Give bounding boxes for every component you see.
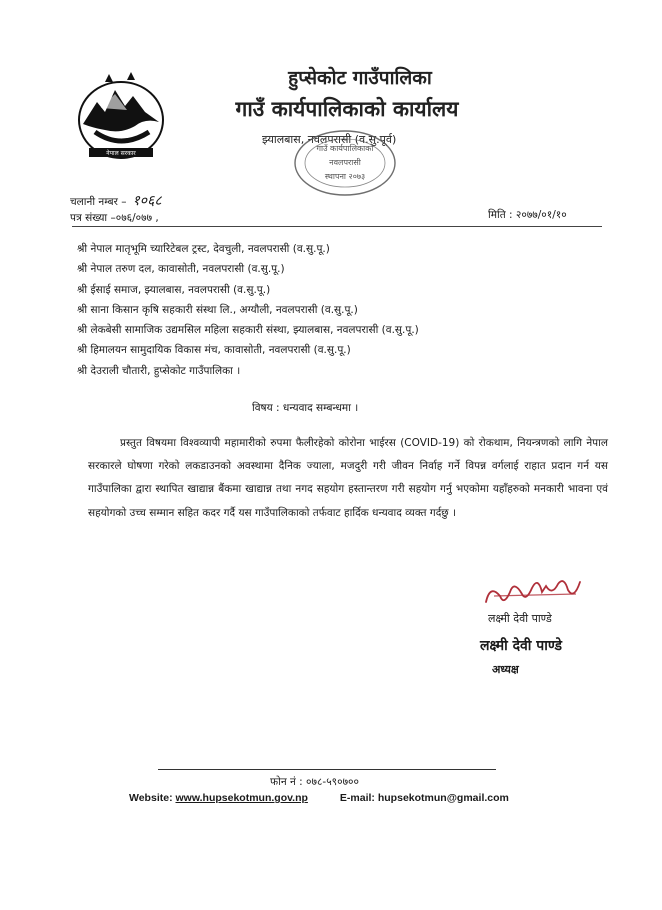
stamp-line-3: स्थापना २०७३ [324,172,366,181]
recipient-list [77,239,419,381]
website-link[interactable]: www.hupsekotmun.gov.np [175,792,308,804]
recipient-item: श्री नेपाल मातृभूमि च्यारिटेबल ट्रस्ट, देवचुली, नवलपरासी (व.सु.पू.) [77,243,330,255]
recipient-item: श्री नेपाल तरुण दल, कावासोती, नवलपरासी (व.सु.पू.) [77,263,285,276]
dispatch-number [70,191,162,210]
letter-body: प्रस्तुत विषयमा विश्वव्यापी महामारीको रुपमा फैलीरहेको कोरोना भाईरस (COVID-19) को रोकथाम, नियन्त्रणको लागि नेपाल सरकारले घोषणा गरेको लकडाउनको अवस्थामा दैनिक ज्याला, मजदुरी गरी जीवन निर्वाह गर्ने विपन्न वर्गलाई राहात प्रदान गर्न यस गाउँपालिका द्वारा स्थापित खाद्यान्न बैंकमा खाद्यान्न तथा नगद सहयोग हस्तान्तरण गरी सहयोग गर्नु भएकोमा यहाँहरुको मनकारी भावना एवं सहयोगको उच्च सम्मान सहित कदर गर्दै यस गाउँपालिकाको तर्फवाट हार्दिक धन्यवाद व्यक्त गर्दछु । [88,437,608,519]
office-name: गाउँ कार्यपालिकाको कार्यालय [235,97,459,121]
recipient-item: श्री हिमालयन सामुदायिक विकास मंच, कावासोती, नवलपरासी (व.सु.पू.) [77,344,351,357]
recipient-item: श्री ईसाई समाज, झ्यालबास, नवलपरासी (व.सु.पू.) [77,283,271,296]
office-stamp [275,115,425,207]
stamp-line-1: गाउँ कार्यपालिकाको [316,144,374,153]
phone-number: फोन नं : ०७८-५९०७०० [270,776,359,788]
letter-subject: विषय : धन्यवाद सम्बन्धमा । [252,402,359,414]
letter-date: मिति : २०७७/०१/१० [488,209,567,221]
dispatch-value: १०६८ [132,193,162,209]
footer-contacts [129,792,509,804]
signatory-title: अध्यक्ष [492,663,519,676]
header-divider [72,226,602,227]
footer-divider [158,769,496,770]
nepal-emblem-icon [75,72,167,164]
signatory-name-handwritten: लक्ष्मी देवी पाण्डे [488,612,552,625]
emblem-text: नेपाल सरकार [106,150,136,157]
recipient-item: श्री देउराली चौतारी, हुप्सेकोट गाउँपालिका । [77,364,241,377]
dispatch-label: चलानी नम्बर – [70,196,127,208]
email-label: E-mail: [339,792,375,804]
recipient-item: श्री लेकबेसी सामाजिक उद्यमसिल महिला सहकारी संस्था, झ्यालबास, नवलपरासी (व.सु.पू.) [77,324,419,337]
municipality-name: हुप्सेकोट गाउँपालिका [288,67,432,89]
letter-number: पत्र संख्या –०७६/०७७ , [70,212,159,224]
office-address: झ्यालबास, नवलपरासी (व.सु.पूर्व) [262,133,397,146]
stamp-line-2: नवलपरासी [329,158,361,167]
email-address[interactable]: hupsekotmun@gmail.com [377,792,509,804]
signatory-name-stamp: लक्ष्मी देवी पाण्डे [480,638,563,654]
website-label: Website: [129,792,173,804]
recipient-item: श्री साना किसान कृषि सहकारी संस्था लि., अग्यौली, नवलपरासी (व.सु.पू.) [77,303,358,316]
